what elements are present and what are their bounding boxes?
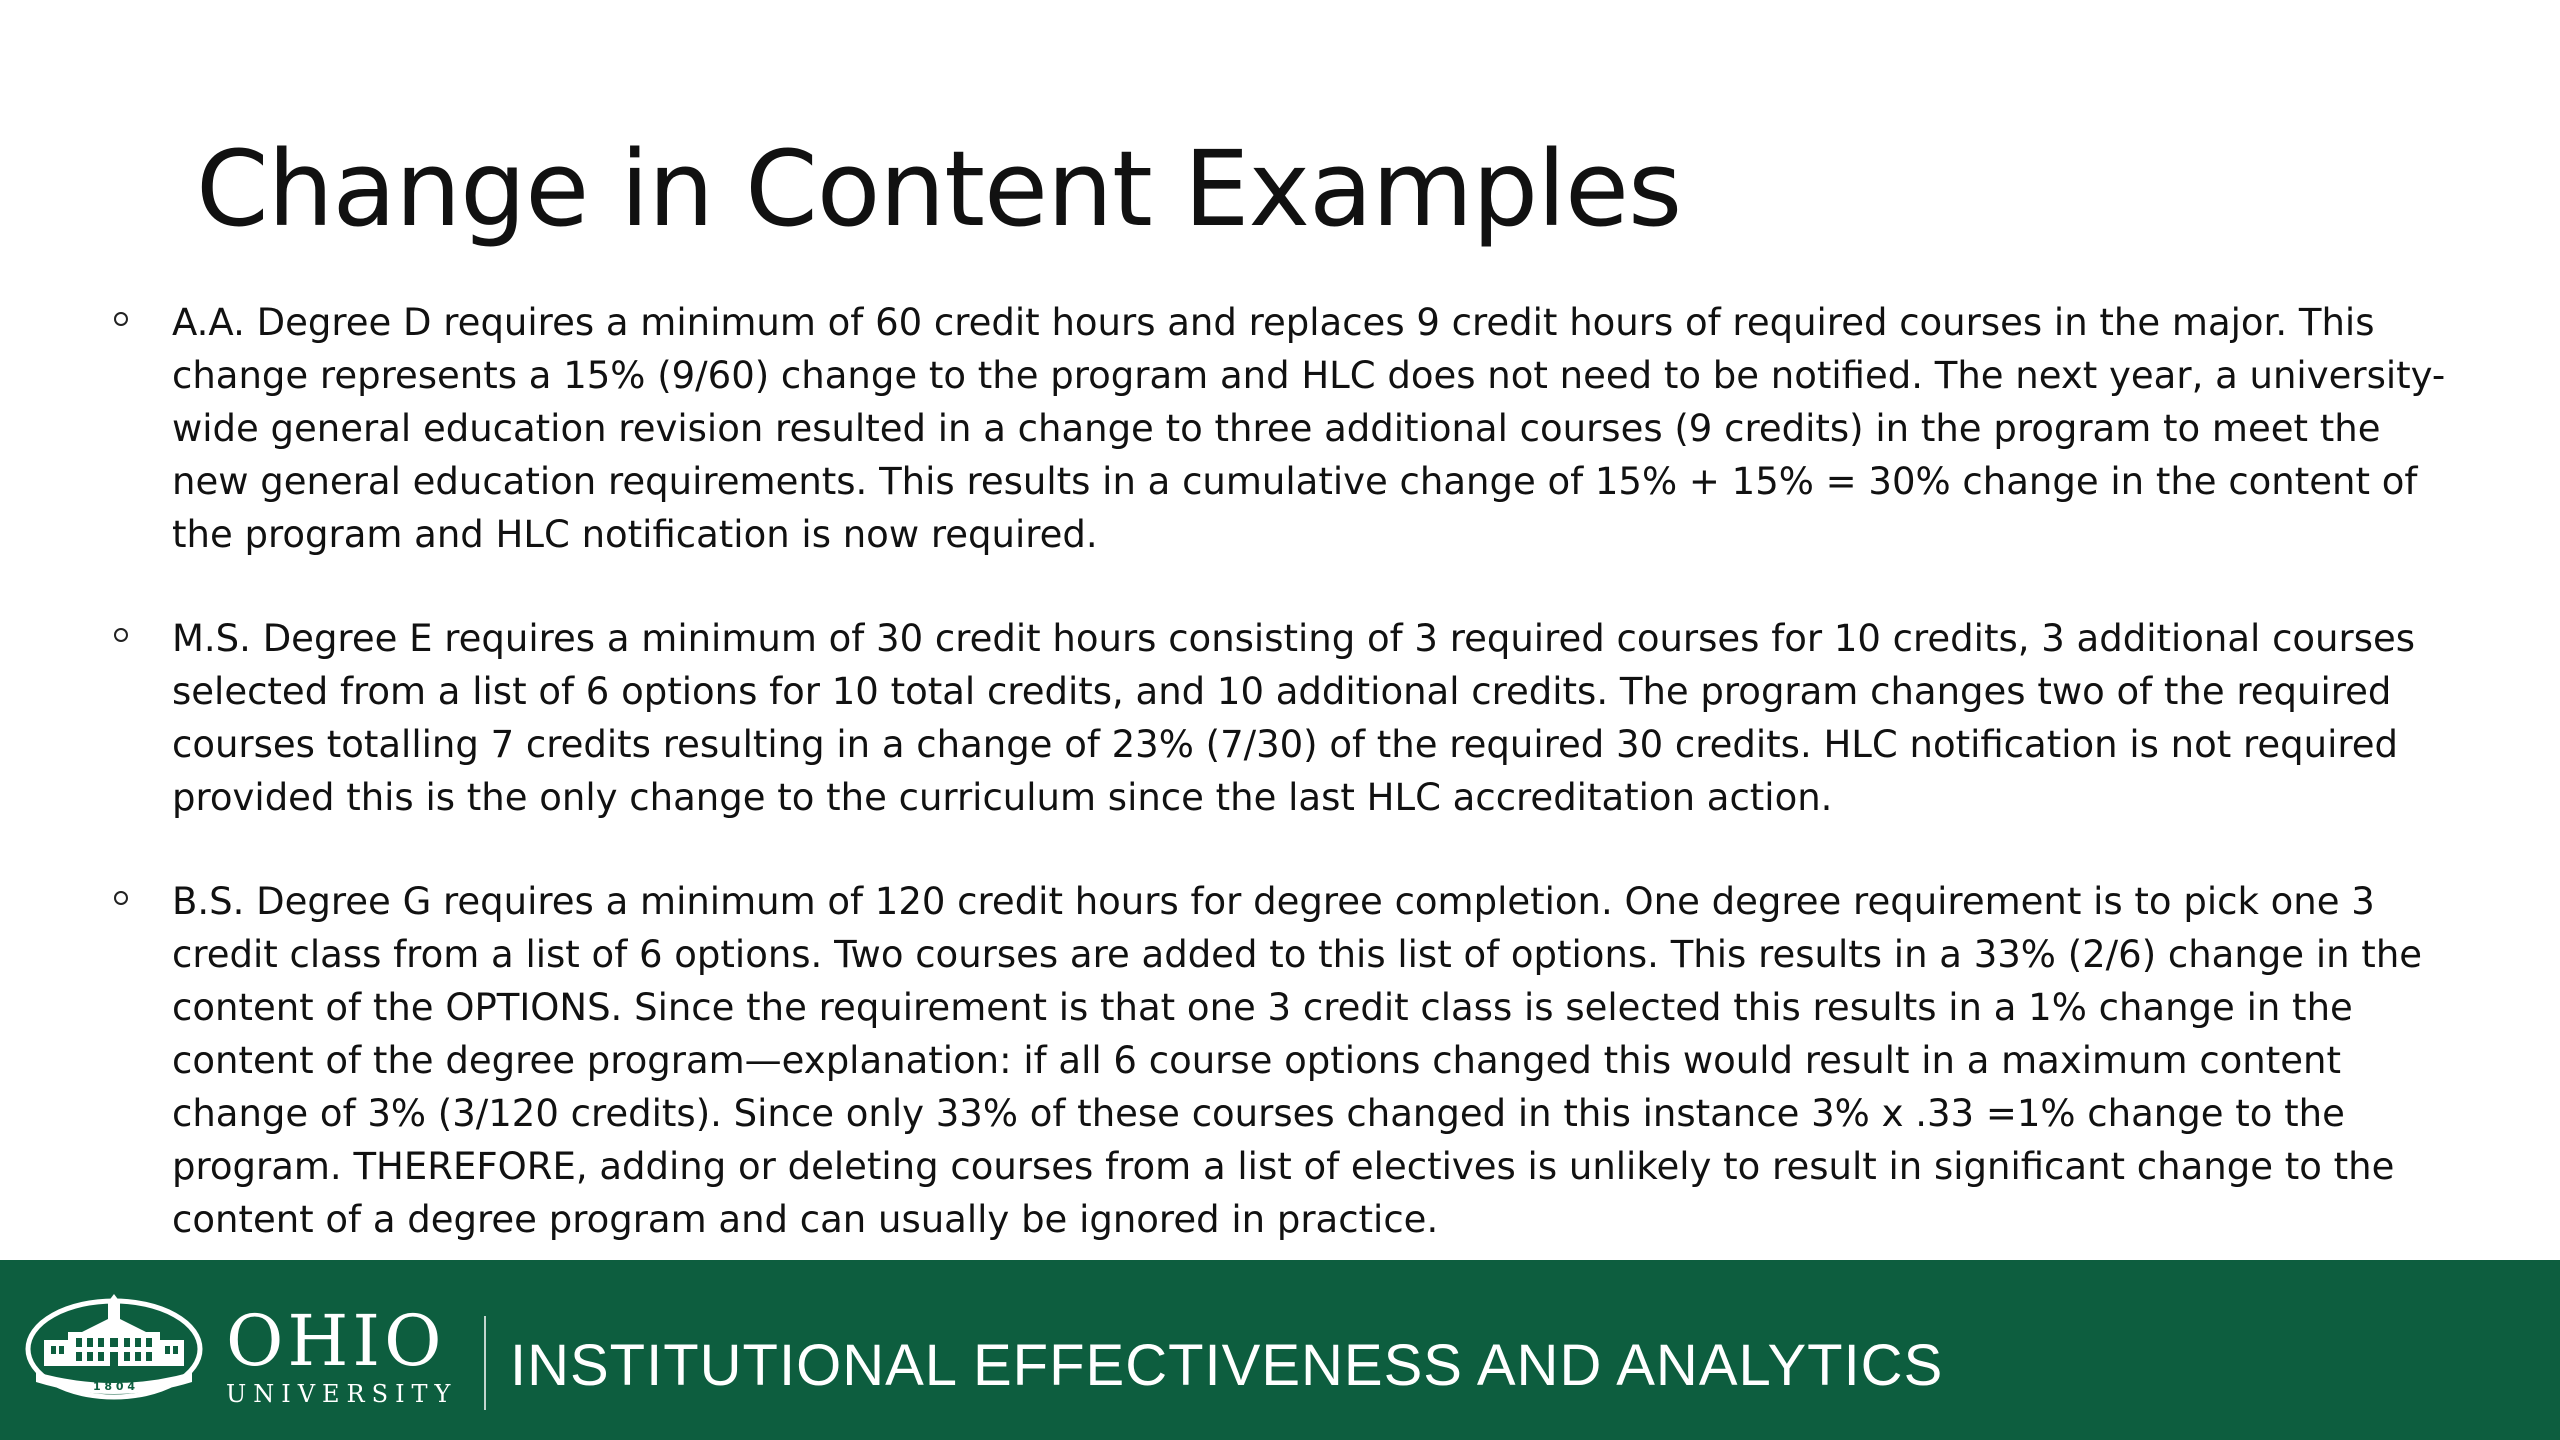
bullet-text: M.S. Degree E requires a minimum of 30 credit hours consisting of 3 required courses for 10 credits, 3 additional courses selected from a list of 6 options for 10 total credits, and 10 additional credits. The program changes two of the required courses totalling 7 credits resulting in a change of 23% (7/30) of the required 30 credits. HLC notification is not required provided this is the only change to the curriculum since the last HLC accreditation action. <box>172 617 2416 819</box>
bullet-item <box>110 612 2450 824</box>
ohio-university-wordmark <box>226 1300 458 1408</box>
footer-divider <box>484 1316 486 1410</box>
footer-banner <box>0 1260 2560 1440</box>
wordmark-sub: UNIVERSITY <box>226 1380 458 1408</box>
slide-title: Change in Content Examples <box>196 128 1682 250</box>
ohio-university-seal-icon <box>24 1294 204 1404</box>
seal-year: 1 8 0 4 <box>92 1380 136 1393</box>
bullet-list <box>110 296 2450 1246</box>
bullet-item <box>110 875 2450 1246</box>
wordmark-main: OHIO <box>226 1300 446 1382</box>
department-name: INSTITUTIONAL EFFECTIVENESS AND ANALYTICS <box>510 1333 1944 1398</box>
bullet-circle-icon <box>114 628 128 642</box>
bullet-text: A.A. Degree D requires a minimum of 60 credit hours and replaces 9 credit hours of required courses in the major. This change represents a 15% (9/60) change to the program and HLC does not need to be notified. The next year, a university-wide general education revision resulted in a change to three additional courses (9 credits) in the program to meet the new general education requirements. This results in a cumulative change of 15% + 15% = 30% change in the content of the program and HLC notification is now required. <box>172 301 2446 556</box>
bullet-text: B.S. Degree G requires a minimum of 120 credit hours for degree completion. One degree requirement is to pick one 3 credit class from a list of 6 options. Two courses are added to this list of options. This results in a 33% (2/6) change in the content of the OPTIONS. Since the requirement is that one 3 credit class is selected this results in a 1% change in the content of the degree program—explanation: if all 6 course options changed this would result in a maximum content change of 3% (3/120 credits). Since only 33% of these courses changed in this instance 3% x .33 =1% change to the program. THEREFORE, adding or deleting courses from a list of electives is unlikely to result in significant change to the content of a degree program and can usually be ignored in practice. <box>172 880 2423 1241</box>
bullet-circle-icon <box>114 312 128 326</box>
bullet-circle-icon <box>114 891 128 905</box>
bullet-item <box>110 296 2450 561</box>
